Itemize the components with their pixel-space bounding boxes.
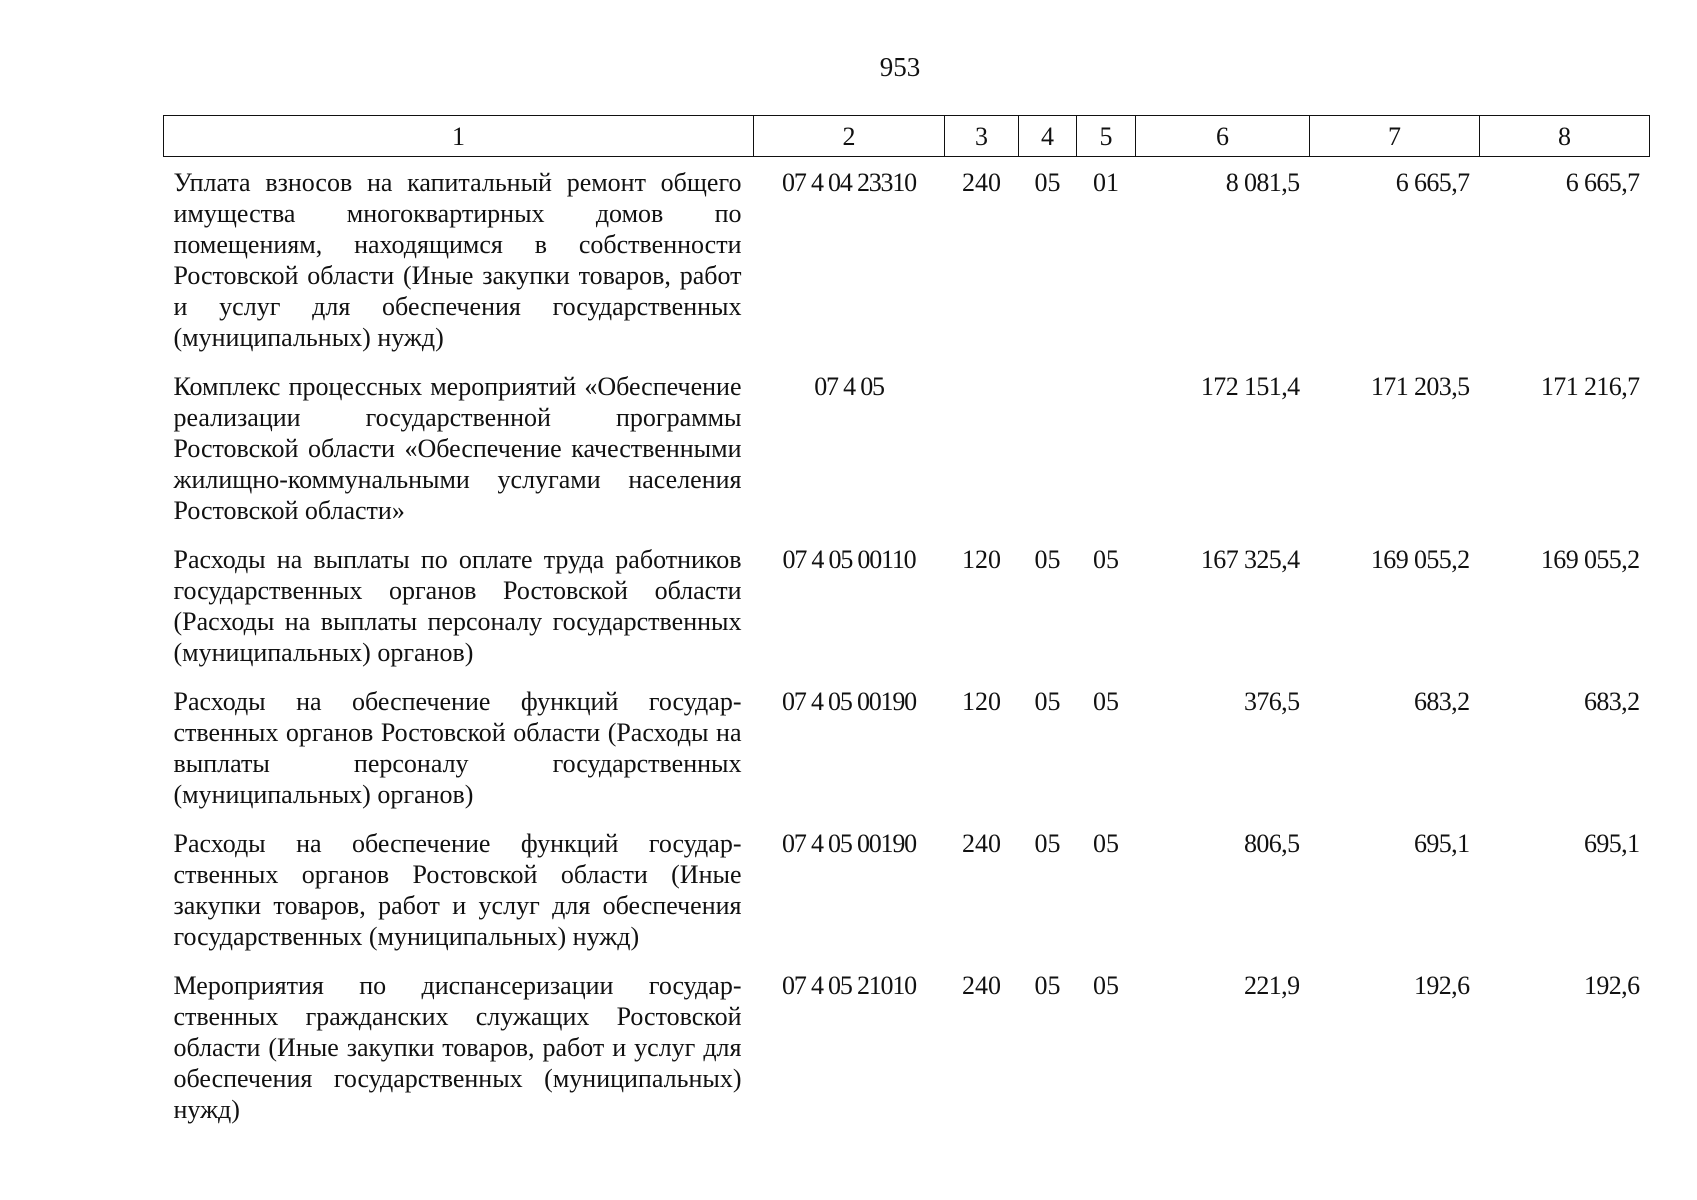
column-header: 3: [945, 116, 1019, 157]
row-col4: 05: [1034, 545, 1061, 574]
row-description: Уплата взносов на капитальный ремонт общего имущества многоквартирных домов по помещениям, находящимся в собственности Ростовской области (Иные закупки товаров, работ и услуг для обеспечения государственных (муниципальных) нужд): [173, 168, 742, 352]
row-col6: 172 151,4: [1200, 372, 1300, 401]
row-description: Расходы на обеспечение функций государственных органов Ростовской области (Расходы на выплаты персоналу государственных (муниципальных) органов): [173, 687, 742, 809]
row-col8: 169 055,2: [1540, 545, 1640, 574]
table-row: [164, 157, 1650, 362]
table-row: [164, 960, 1650, 1133]
row-code: 07 4 05 00190: [782, 829, 916, 858]
row-col4: 05: [1034, 687, 1061, 716]
header-row: [164, 116, 1650, 157]
column-header: 2: [754, 116, 945, 157]
column-header: 8: [1480, 116, 1650, 157]
row-col7: 171 203,5: [1370, 372, 1470, 401]
row-col4: 05: [1034, 971, 1061, 1000]
table-row: [164, 818, 1650, 960]
column-header: 7: [1310, 116, 1480, 157]
row-col6: 806,5: [1243, 829, 1300, 858]
row-col7: 169 055,2: [1370, 545, 1470, 574]
row-description: Расходы на выплаты по оплате труда работников государственных органов Ростовской области (Расходы на выплаты персоналу государственных (муниципальных) органов): [173, 545, 742, 667]
table-header: [164, 116, 1650, 157]
row-col6: 376,5: [1243, 687, 1300, 716]
row-code: 07 4 05 21010: [782, 971, 916, 1000]
column-header: 5: [1077, 116, 1136, 157]
row-col8: 683,2: [1583, 687, 1640, 716]
row-col8: 192,6: [1583, 971, 1640, 1000]
row-col5: 05: [1093, 829, 1119, 858]
row-col6: 8 081,5: [1225, 168, 1300, 197]
row-col6: 167 325,4: [1200, 545, 1300, 574]
row-col4: [1019, 361, 1077, 534]
row-col6: 221,9: [1243, 971, 1300, 1000]
row-description: Комплекс процессных мероприятий «Обеспечение реализации государственной программы Ростовской области «Обеспечение качественными жилищно-коммунальными услугами населения Ростовской области»: [173, 372, 742, 525]
row-col5: 05: [1093, 971, 1119, 1000]
row-col5: 05: [1093, 545, 1119, 574]
column-header: 1: [164, 116, 754, 157]
row-code: 07 4 05: [814, 372, 884, 401]
row-col3: 240: [962, 971, 1001, 1000]
table-row: [164, 534, 1650, 676]
row-col7: 192,6: [1413, 971, 1470, 1000]
budget-table: [163, 115, 1650, 1133]
row-col7: 695,1: [1413, 829, 1470, 858]
row-col3: 240: [962, 829, 1001, 858]
row-col5: 05: [1093, 687, 1119, 716]
row-code: 07 4 05 00110: [782, 545, 916, 574]
table-body: [164, 157, 1650, 1134]
row-description: Расходы на обеспечение функций государственных органов Ростовской области (Иные закупки товаров, работ и услуг для обеспечения государственных (муниципальных) нужд): [173, 829, 742, 951]
row-col8: 695,1: [1583, 829, 1640, 858]
row-col7: 6 665,7: [1395, 168, 1470, 197]
row-col3: 240: [962, 168, 1001, 197]
table-row: [164, 676, 1650, 818]
row-col5: 01: [1093, 168, 1119, 197]
row-col8: 6 665,7: [1565, 168, 1640, 197]
row-col3: 120: [962, 545, 1001, 574]
row-col4: 05: [1034, 829, 1061, 858]
page-number: 953: [879, 52, 921, 82]
row-col3: 120: [962, 687, 1001, 716]
row-col4: 05: [1034, 168, 1061, 197]
row-col3: [945, 361, 1019, 534]
row-col8: 171 216,7: [1540, 372, 1640, 401]
row-code: 07 4 04 23310: [782, 168, 916, 197]
row-col7: 683,2: [1413, 687, 1470, 716]
row-description: Мероприятия по диспансеризации государственных гражданских служащих Ростовской области (Иные закупки товаров, работ и услуг для обеспечения государственных (муниципальных) нужд): [173, 971, 742, 1124]
row-col5: [1077, 361, 1136, 534]
column-header: 4: [1019, 116, 1077, 157]
column-header: 6: [1136, 116, 1310, 157]
table-row: [164, 361, 1650, 534]
row-code: 07 4 05 00190: [782, 687, 916, 716]
